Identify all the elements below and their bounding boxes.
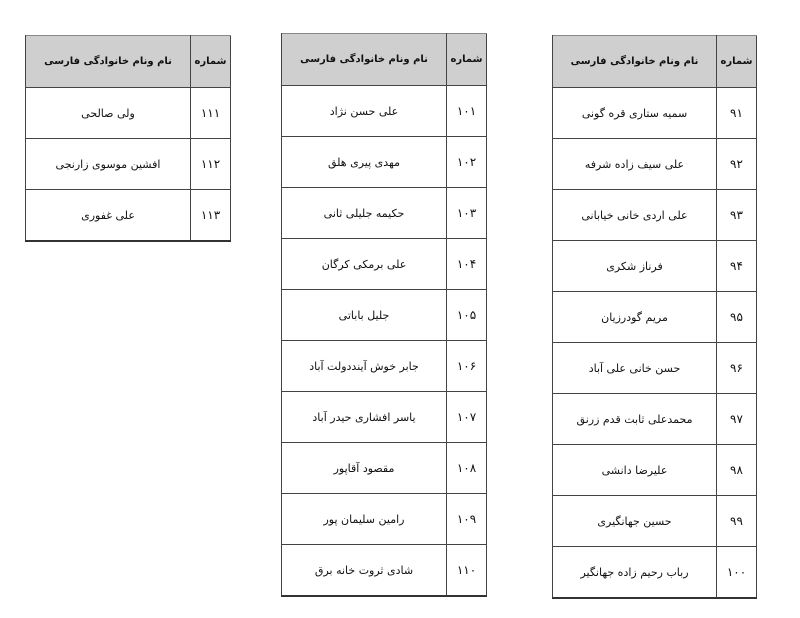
number-column-header: شماره bbox=[191, 36, 231, 88]
table-row bbox=[553, 139, 757, 190]
table-row bbox=[282, 137, 487, 188]
table-row bbox=[282, 290, 487, 341]
row-name: جلیل باباتی bbox=[282, 290, 447, 341]
row-number: ۹۱ bbox=[717, 88, 757, 139]
row-name: حسن خانی علی آباد bbox=[553, 343, 717, 394]
row-number: ۱۰۵ bbox=[447, 290, 487, 341]
row-name: رامین سلیمان پور bbox=[282, 494, 447, 545]
table-row bbox=[282, 545, 487, 597]
name-column-header: نام ونام خانوادگی فارسی bbox=[26, 36, 191, 88]
table-row bbox=[553, 343, 757, 394]
row-number: ۱۰۹ bbox=[447, 494, 487, 545]
table-row bbox=[282, 443, 487, 494]
table-row bbox=[553, 394, 757, 445]
number-column-header: شماره bbox=[717, 36, 757, 88]
row-name: مقصود آقاپور bbox=[282, 443, 447, 494]
table-row bbox=[282, 494, 487, 545]
row-number: ۹۶ bbox=[717, 343, 757, 394]
row-name: جابر خوش آینددولت آباد bbox=[282, 341, 447, 392]
table-row bbox=[553, 547, 757, 599]
table-header-row bbox=[26, 36, 231, 88]
row-number: ۹۳ bbox=[717, 190, 757, 241]
row-number: ۱۰۷ bbox=[447, 392, 487, 443]
row-name: محمدعلی ثابت قدم زرنق bbox=[553, 394, 717, 445]
row-number: ۹۸ bbox=[717, 445, 757, 496]
table-row bbox=[282, 86, 487, 137]
row-number: ۹۷ bbox=[717, 394, 757, 445]
row-number: ۱۰۲ bbox=[447, 137, 487, 188]
row-name: مهدی پیری هلق bbox=[282, 137, 447, 188]
table-row bbox=[553, 88, 757, 139]
row-name: مریم گودرزیان bbox=[553, 292, 717, 343]
table-row bbox=[553, 445, 757, 496]
name-column-header: نام ونام خانوادگی فارسی bbox=[553, 36, 717, 88]
row-name: افشین موسوی زارنجی bbox=[26, 139, 191, 190]
table-row bbox=[282, 392, 487, 443]
row-name: حسین جهانگیری bbox=[553, 496, 717, 547]
row-number: ۱۱۱ bbox=[191, 88, 231, 139]
table-row bbox=[553, 190, 757, 241]
row-number: ۱۱۲ bbox=[191, 139, 231, 190]
number-column-header: شماره bbox=[447, 34, 487, 86]
table-header-row bbox=[282, 34, 487, 86]
row-name: ولی صالحی bbox=[26, 88, 191, 139]
table-row bbox=[282, 239, 487, 290]
row-name: علی اردی خانی خیابانی bbox=[553, 190, 717, 241]
table-row bbox=[553, 241, 757, 292]
table-row bbox=[26, 88, 231, 139]
row-number: ۱۰۴ bbox=[447, 239, 487, 290]
row-name: رباب رحیم زاده جهانگیر bbox=[553, 547, 717, 599]
table-row bbox=[26, 139, 231, 190]
table-header-row bbox=[553, 36, 757, 88]
row-name: علی غفوری bbox=[26, 190, 191, 242]
row-number: ۹۴ bbox=[717, 241, 757, 292]
row-name: حکیمه جلیلی ثانی bbox=[282, 188, 447, 239]
row-number: ۹۵ bbox=[717, 292, 757, 343]
table-row bbox=[26, 190, 231, 242]
row-number: ۱۰۰ bbox=[717, 547, 757, 599]
name-column-header: نام ونام خانوادگی فارسی bbox=[282, 34, 447, 86]
row-name: یاسر افشاری حیدر آباد bbox=[282, 392, 447, 443]
row-name: شادی ثروت خانه برق bbox=[282, 545, 447, 597]
names-table-101-110 bbox=[281, 33, 487, 597]
row-number: ۹۲ bbox=[717, 139, 757, 190]
row-name: علی سیف زاده شرفه bbox=[553, 139, 717, 190]
row-name: سمیه ستاری قره گونی bbox=[553, 88, 717, 139]
row-number: ۱۰۶ bbox=[447, 341, 487, 392]
row-name: فرناز شکری bbox=[553, 241, 717, 292]
table-row bbox=[553, 292, 757, 343]
row-name: علی حسن نژاد bbox=[282, 86, 447, 137]
row-number: ۹۹ bbox=[717, 496, 757, 547]
row-number: ۱۱۰ bbox=[447, 545, 487, 597]
row-number: ۱۰۱ bbox=[447, 86, 487, 137]
names-table-91-100 bbox=[552, 35, 757, 599]
row-number: ۱۱۳ bbox=[191, 190, 231, 242]
row-name: علیرضا دانشی bbox=[553, 445, 717, 496]
row-number: ۱۰۳ bbox=[447, 188, 487, 239]
table-row bbox=[282, 341, 487, 392]
table-row bbox=[282, 188, 487, 239]
row-number: ۱۰۸ bbox=[447, 443, 487, 494]
row-name: علی برمکی کرگان bbox=[282, 239, 447, 290]
names-table-111-113 bbox=[25, 35, 231, 242]
table-row bbox=[553, 496, 757, 547]
